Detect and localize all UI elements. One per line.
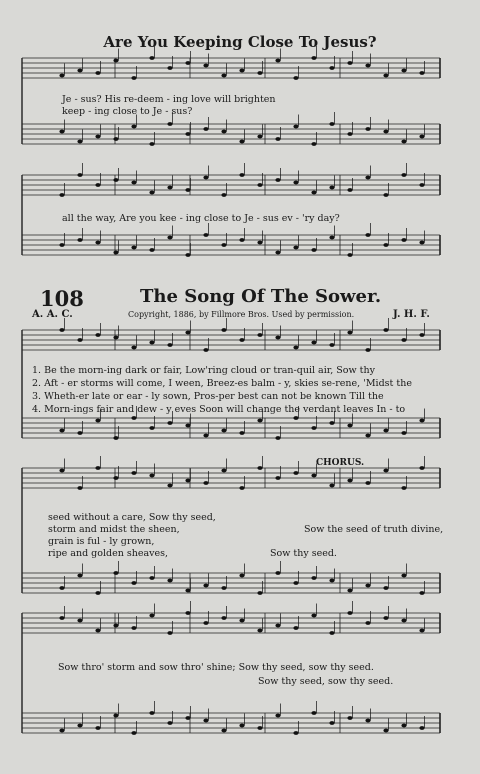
note-head — [95, 466, 100, 470]
note-head — [149, 56, 154, 60]
verse-line: storm and midst the sheen, — [48, 524, 180, 535]
note-head — [149, 576, 154, 580]
note-head — [365, 719, 370, 723]
note-head — [329, 66, 334, 70]
note-head — [401, 486, 406, 490]
note-head — [365, 176, 370, 180]
note-head — [275, 336, 280, 340]
note-head — [203, 348, 208, 352]
note-head — [293, 626, 298, 630]
note-head — [131, 416, 136, 420]
note-head — [131, 626, 136, 630]
note-head — [275, 571, 280, 575]
chorus-line: Sow thro' storm and sow thro' shine; Sow thy seed, sow thy seed. — [58, 662, 374, 673]
note-head — [275, 251, 280, 255]
note-head — [95, 591, 100, 595]
note-head — [383, 328, 388, 332]
note-head — [347, 611, 352, 615]
note-head — [365, 233, 370, 237]
note-head — [149, 711, 154, 715]
note-head — [167, 421, 172, 425]
note-head — [203, 176, 208, 180]
note-head — [239, 431, 244, 435]
note-head — [203, 64, 208, 68]
note-head — [77, 238, 82, 242]
note-head — [401, 338, 406, 342]
verse-line: 1. Be the morn-ing dark or fair, Low'ring cloud or tran-quil air, Sow thy — [32, 365, 375, 376]
note-head — [203, 584, 208, 588]
verse-line: 4. Morn-ings fair and dew - y eves Soon will change the verdant leaves In - to — [32, 404, 406, 415]
note-head — [365, 481, 370, 485]
note-head — [167, 343, 172, 347]
note-head — [59, 193, 64, 197]
note-head — [401, 238, 406, 242]
note-head — [329, 721, 334, 725]
note-head — [221, 616, 226, 620]
note-head — [185, 331, 190, 335]
note-head — [239, 619, 244, 623]
note-head — [95, 333, 100, 337]
note-head — [419, 726, 424, 730]
note-head — [401, 69, 406, 73]
verse-line: grain is ful - ly grown, — [48, 536, 155, 547]
note-head — [113, 137, 118, 141]
note-head — [329, 421, 334, 425]
note-head — [311, 614, 316, 618]
note-head — [419, 241, 424, 245]
note-head — [275, 624, 280, 628]
note-head — [77, 69, 82, 73]
note-head — [185, 716, 190, 720]
note-head — [419, 419, 424, 423]
note-head — [113, 624, 118, 628]
note-head — [419, 466, 424, 470]
note-head — [293, 416, 298, 420]
note-head — [113, 436, 118, 440]
verse-line: 2. Aft - er storms will come, I ween, Breez-es balm - y, skies se-rene, 'Midst the — [32, 378, 412, 389]
note-head — [311, 248, 316, 252]
verse-line: seed without a care, Sow thy seed, — [48, 512, 216, 523]
note-head — [131, 246, 136, 250]
note-head — [167, 721, 172, 725]
copyright-notice: Copyright, 1886, by Fillmore Bros. Used by permission. — [128, 310, 355, 319]
note-head — [311, 576, 316, 580]
note-head — [77, 338, 82, 342]
note-head — [239, 486, 244, 490]
note-head — [311, 711, 316, 715]
note-head — [131, 76, 136, 80]
note-head — [401, 619, 406, 623]
note-head — [203, 127, 208, 131]
note-head — [239, 338, 244, 342]
note-head — [293, 125, 298, 129]
chorus-line: Sow thy seed. — [270, 548, 337, 559]
note-head — [365, 348, 370, 352]
note-head — [221, 243, 226, 247]
note-head — [221, 586, 226, 590]
note-head — [419, 71, 424, 75]
note-head — [149, 142, 154, 146]
note-head — [329, 343, 334, 347]
note-head — [167, 484, 172, 488]
note-head — [365, 64, 370, 68]
note-head — [167, 122, 172, 126]
note-head — [275, 436, 280, 440]
note-head — [275, 137, 280, 141]
note-head — [131, 125, 136, 129]
note-head — [257, 629, 262, 633]
note-head — [149, 248, 154, 252]
note-head — [59, 328, 64, 332]
note-head — [401, 431, 406, 435]
note-head — [239, 574, 244, 578]
note-head — [311, 142, 316, 146]
note-head — [185, 61, 190, 65]
note-head — [419, 183, 424, 187]
note-head — [419, 333, 424, 337]
note-head — [95, 419, 100, 423]
note-head — [257, 135, 262, 139]
note-head — [347, 424, 352, 428]
note-head — [113, 571, 118, 575]
note-head — [167, 579, 172, 583]
note-head — [419, 135, 424, 139]
verse-line: ripe and golden sheaves, — [48, 548, 169, 559]
note-head — [239, 724, 244, 728]
note-head — [419, 591, 424, 595]
note-head — [113, 714, 118, 718]
note-head — [365, 621, 370, 625]
hymn-title: The Song Of The Sower. — [140, 286, 382, 307]
note-head — [257, 466, 262, 470]
note-head — [203, 621, 208, 625]
note-head — [347, 253, 352, 257]
note-head — [221, 193, 226, 197]
note-head — [239, 140, 244, 144]
note-head — [239, 238, 244, 242]
note-head — [221, 469, 226, 473]
note-head — [347, 188, 352, 192]
note-head — [275, 714, 280, 718]
note-head — [401, 173, 406, 177]
note-head — [77, 173, 82, 177]
note-head — [293, 471, 298, 475]
note-head — [383, 243, 388, 247]
note-head — [167, 66, 172, 70]
note-head — [383, 130, 388, 134]
note-head — [365, 127, 370, 131]
note-head — [293, 731, 298, 735]
note-head — [95, 135, 100, 139]
note-head — [203, 233, 208, 237]
note-head — [293, 346, 298, 350]
note-head — [95, 726, 100, 730]
note-head — [59, 74, 64, 78]
note-head — [293, 181, 298, 185]
note-head — [347, 61, 352, 65]
note-head — [185, 132, 190, 136]
note-head — [419, 629, 424, 633]
note-head — [221, 729, 226, 733]
note-head — [77, 619, 82, 623]
note-head — [347, 716, 352, 720]
note-head — [257, 726, 262, 730]
note-head — [113, 336, 118, 340]
note-head — [311, 56, 316, 60]
note-head — [311, 191, 316, 195]
note-head — [95, 183, 100, 187]
note-head — [95, 629, 100, 633]
note-head — [221, 130, 226, 134]
note-head — [311, 426, 316, 430]
note-head — [275, 476, 280, 480]
note-head — [77, 140, 82, 144]
chorus-line: Sow the seed of truth divine, — [304, 524, 444, 535]
note-head — [167, 631, 172, 635]
note-head — [383, 469, 388, 473]
chorus-label: CHORUS. — [316, 458, 365, 468]
note-head — [59, 729, 64, 733]
note-head — [239, 173, 244, 177]
note-head — [113, 476, 118, 480]
note-head — [329, 236, 334, 240]
note-head — [149, 614, 154, 618]
note-head — [113, 178, 118, 182]
note-head — [329, 186, 334, 190]
note-head — [131, 731, 136, 735]
note-head — [275, 59, 280, 63]
note-head — [347, 479, 352, 483]
note-head — [329, 631, 334, 635]
note-head — [185, 611, 190, 615]
note-head — [113, 251, 118, 255]
note-head — [365, 584, 370, 588]
note-head — [77, 724, 82, 728]
note-head — [257, 333, 262, 337]
lyric-line: Je - sus? His re-deem - ing love will brighten — [62, 94, 276, 105]
note-head — [149, 341, 154, 345]
note-head — [401, 574, 406, 578]
note-head — [347, 331, 352, 335]
lyric-line: keep - ing close to Je - sus? — [62, 106, 193, 117]
note-head — [311, 474, 316, 478]
hymn-title-top: Are You Keeping Close To Jesus? — [103, 33, 377, 51]
note-head — [59, 243, 64, 247]
note-head — [383, 193, 388, 197]
note-head — [257, 591, 262, 595]
chorus-line: Sow thy seed, sow thy seed. — [258, 676, 394, 687]
note-head — [257, 71, 262, 75]
note-head — [383, 429, 388, 433]
note-head — [185, 188, 190, 192]
note-head — [185, 253, 190, 257]
note-head — [329, 122, 334, 126]
note-head — [131, 346, 136, 350]
note-head — [185, 589, 190, 593]
note-head — [77, 574, 82, 578]
note-head — [113, 59, 118, 63]
note-head — [239, 69, 244, 73]
lyric-line: all the way, Are you kee - ing close to Je - sus ev - 'ry day? — [62, 213, 340, 224]
author-right: J. H. F. — [393, 309, 430, 320]
note-head — [203, 719, 208, 723]
verse-line: 3. Wheth-er late or ear - ly sown, Pros-per best can not be known Till the — [32, 391, 384, 402]
note-head — [185, 479, 190, 483]
note-head — [167, 236, 172, 240]
note-head — [329, 484, 334, 488]
note-head — [131, 581, 136, 585]
author-left: A. A. C. — [32, 309, 73, 320]
note-head — [401, 140, 406, 144]
note-head — [257, 241, 262, 245]
note-head — [329, 579, 334, 583]
note-head — [149, 191, 154, 195]
note-head — [59, 469, 64, 473]
note-head — [131, 471, 136, 475]
note-head — [149, 474, 154, 478]
note-head — [95, 71, 100, 75]
note-head — [167, 186, 172, 190]
note-head — [59, 130, 64, 134]
note-head — [95, 241, 100, 245]
note-head — [185, 424, 190, 428]
note-head — [383, 586, 388, 590]
note-head — [59, 586, 64, 590]
note-head — [347, 132, 352, 136]
note-head — [383, 729, 388, 733]
note-head — [221, 74, 226, 78]
note-head — [221, 429, 226, 433]
note-head — [59, 616, 64, 620]
note-head — [383, 74, 388, 78]
note-head — [77, 431, 82, 435]
note-head — [275, 178, 280, 182]
note-head — [293, 246, 298, 250]
note-head — [131, 181, 136, 185]
note-head — [149, 426, 154, 430]
note-head — [293, 581, 298, 585]
note-head — [59, 429, 64, 433]
note-head — [257, 183, 262, 187]
note-head — [311, 341, 316, 345]
note-head — [401, 724, 406, 728]
hymn-number: 108 — [40, 286, 84, 311]
note-head — [221, 328, 226, 332]
note-head — [347, 589, 352, 593]
note-head — [203, 434, 208, 438]
note-head — [203, 481, 208, 485]
note-head — [77, 486, 82, 490]
note-head — [293, 76, 298, 80]
note-head — [365, 434, 370, 438]
note-head — [257, 419, 262, 423]
note-head — [383, 616, 388, 620]
